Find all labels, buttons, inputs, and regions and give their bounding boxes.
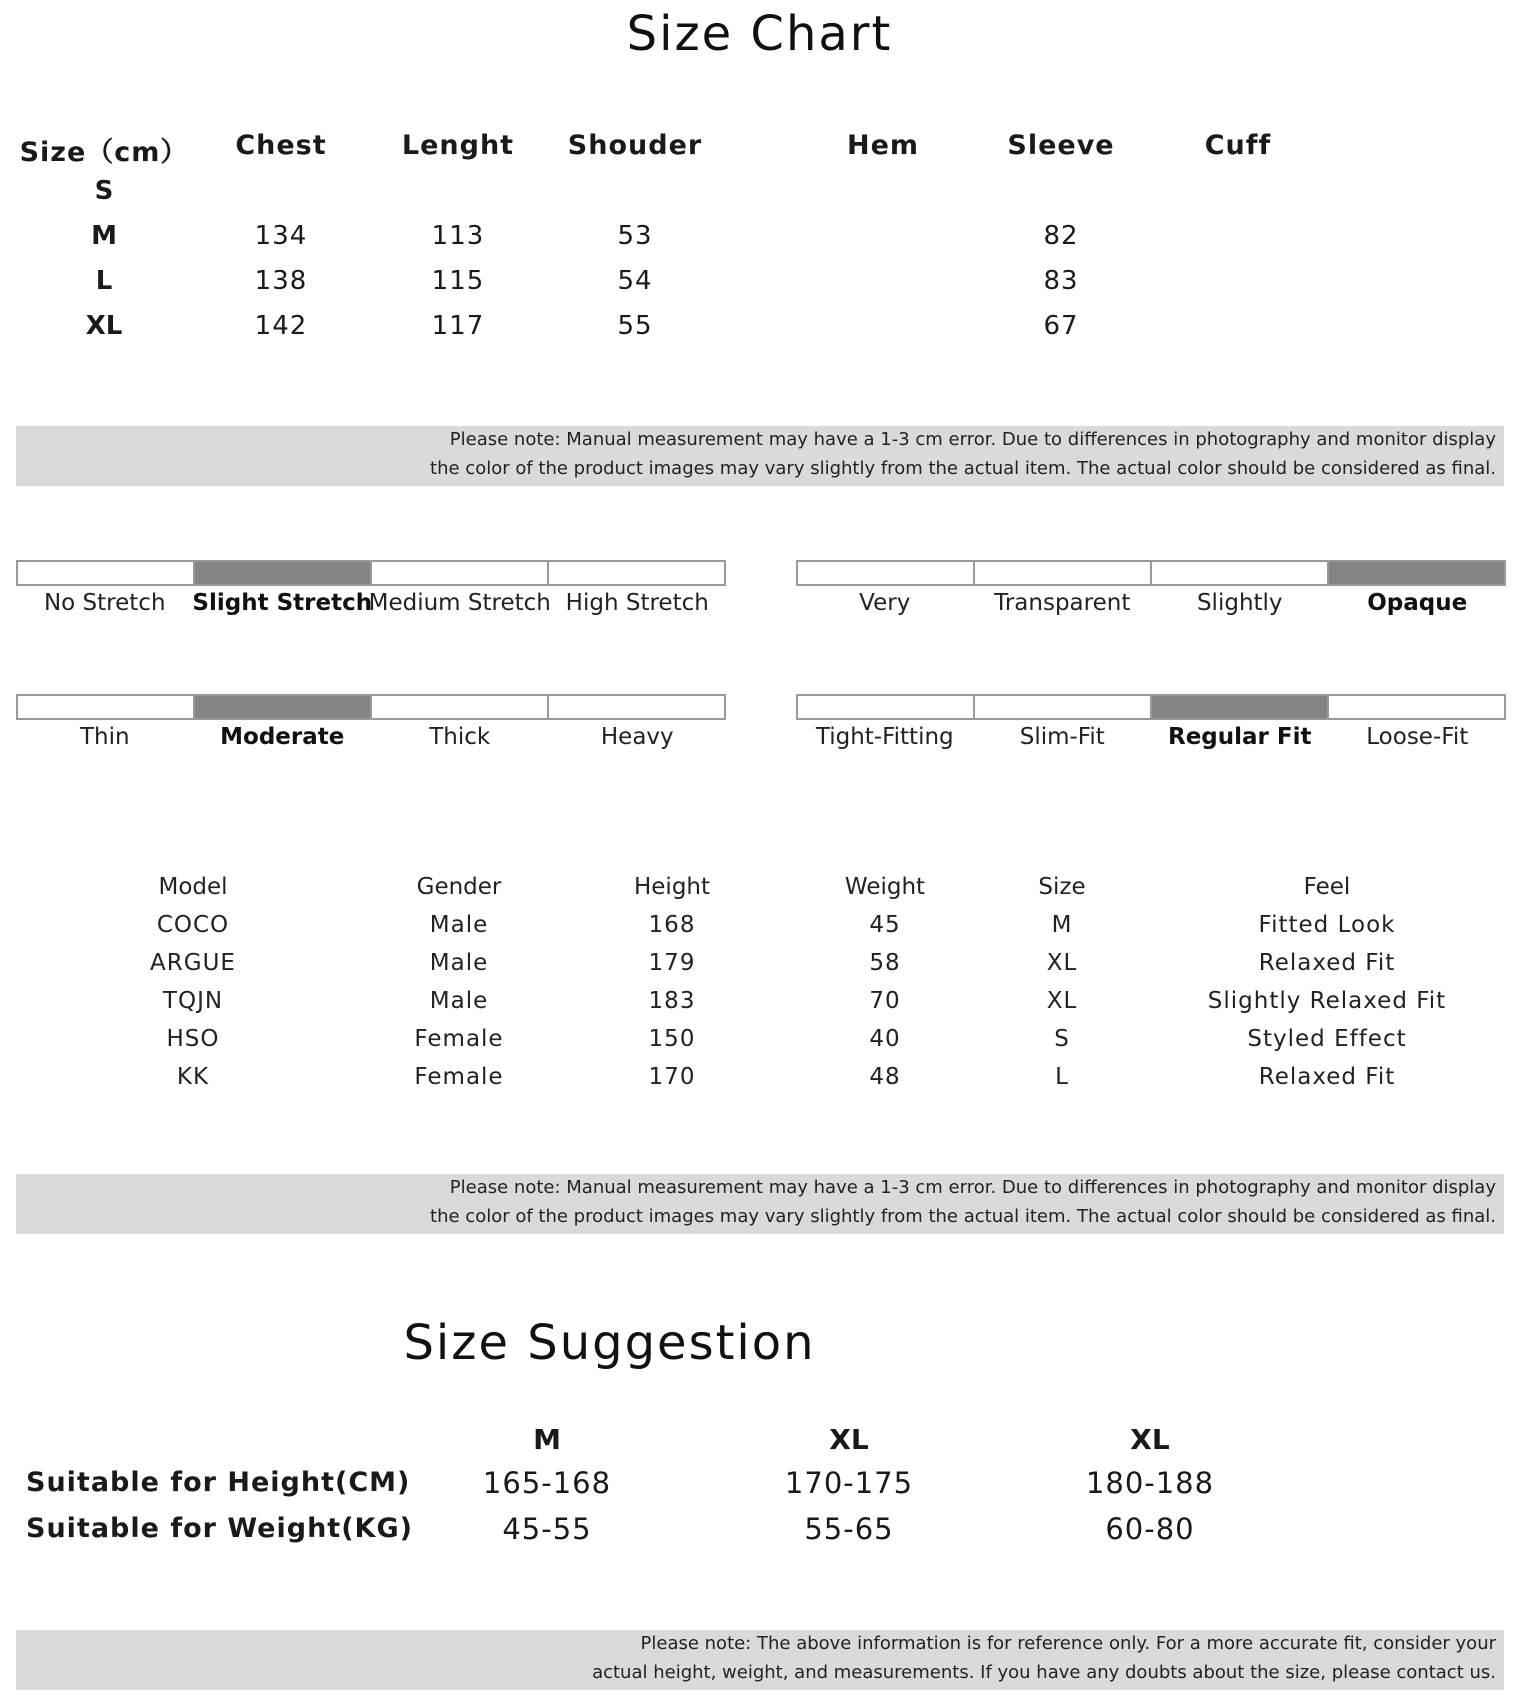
- note-line-2: the color of the product images may vary slightly from the actual item. The actual color should be considered as final.: [430, 1206, 1496, 1227]
- weight-range: 60-80: [1105, 1512, 1195, 1546]
- measurement-value: 134: [254, 221, 308, 251]
- model-table-header: Height: [633, 874, 711, 900]
- model-table-cell: 70: [869, 988, 901, 1014]
- model-table-header: Size: [1038, 874, 1086, 900]
- model-table-cell: 170: [648, 1064, 696, 1090]
- note-line-1: Please note: Manual measurement may have a 1-3 cm error. Due to differences in photography and monitor display: [449, 429, 1496, 450]
- model-table-cell: TQJN: [162, 988, 224, 1014]
- model-table-cell: ARGUE: [150, 950, 236, 976]
- size-chart-header: Chest: [235, 130, 327, 161]
- measurement-value: 113: [431, 221, 485, 251]
- size-label: S: [94, 176, 114, 206]
- model-table-cell: Male: [429, 950, 489, 976]
- model-table-cell: XL: [1046, 950, 1078, 976]
- model-table-cell: 48: [869, 1064, 901, 1090]
- note-line-2: actual height, weight, and measurements. If you have any doubts about the size, please contact us.: [592, 1662, 1496, 1683]
- measurement-value: 82: [1043, 221, 1079, 251]
- measurement-value: 142: [254, 311, 308, 341]
- fit-scale-label: Loose-Fit: [1366, 724, 1469, 750]
- stretch-scale-label: Medium Stretch: [368, 590, 551, 616]
- model-table-cell: M: [1051, 912, 1073, 938]
- model-table-cell: Female: [414, 1064, 504, 1090]
- size-chart-header: Lenght: [401, 130, 515, 161]
- size-chart-header: Hem: [846, 130, 920, 161]
- note-line-2: the color of the product images may vary slightly from the actual item. The actual color should be considered as final.: [430, 458, 1496, 479]
- model-table-cell: KK: [176, 1064, 210, 1090]
- stretch-scale-label: No Stretch: [43, 590, 166, 616]
- model-table-cell: Male: [429, 988, 489, 1014]
- weight-range: 55-65: [804, 1512, 894, 1546]
- model-table-cell: 168: [648, 912, 696, 938]
- size-label: M: [91, 221, 117, 251]
- thickness-scale-label: Thick: [429, 724, 491, 750]
- model-table-cell: 150: [648, 1026, 696, 1052]
- model-table-cell: Relaxed Fit: [1258, 1064, 1396, 1090]
- thickness-scale-label: Thin: [79, 724, 130, 750]
- size-label: L: [95, 266, 113, 296]
- size-chart-title: Size Chart: [626, 6, 893, 62]
- note-line-1: Please note: Manual measurement may have a 1-3 cm error. Due to differences in photography and monitor display: [449, 1177, 1496, 1198]
- model-table-cell: COCO: [156, 912, 230, 938]
- model-table-cell: Female: [414, 1026, 504, 1052]
- model-table-cell: Styled Effect: [1247, 1026, 1407, 1052]
- model-table-cell: Relaxed Fit: [1258, 950, 1396, 976]
- fit-scale-label: Regular Fit: [1168, 724, 1312, 750]
- measurement-value: 67: [1043, 311, 1079, 341]
- height-row-label: Suitable for Height(CM): [26, 1467, 411, 1498]
- height-range: 180-188: [1085, 1466, 1215, 1500]
- model-table-cell: S: [1054, 1026, 1070, 1052]
- weight-row-label: Suitable for Weight(KG): [26, 1513, 413, 1544]
- model-table-cell: Fitted Look: [1258, 912, 1396, 938]
- thickness-scale-label: Heavy: [600, 724, 674, 750]
- size-chart-header: Shouder: [567, 130, 703, 161]
- measurement-value: 115: [431, 266, 485, 296]
- measurement-value: 138: [254, 266, 308, 296]
- model-table-cell: 45: [869, 912, 901, 938]
- fit-scale-label: Tight-Fitting: [815, 724, 954, 750]
- size-chart-header: Cuff: [1204, 130, 1272, 161]
- suggested-size: XL: [1130, 1423, 1170, 1456]
- stretch-scale-label: High Stretch: [565, 590, 709, 616]
- suggested-size: M: [533, 1423, 561, 1456]
- model-table-cell: Male: [429, 912, 489, 938]
- height-range: 165-168: [482, 1466, 612, 1500]
- opacity-scale-label: Transparent: [994, 590, 1131, 616]
- measurement-value: 83: [1043, 266, 1079, 296]
- note-line-1: Please note: The above information is for reference only. For a more accurate fit, consider your: [640, 1633, 1496, 1654]
- size-chart-header: Size（cm）: [19, 137, 189, 168]
- model-table-cell: XL: [1046, 988, 1078, 1014]
- model-table-header: Model: [158, 874, 228, 900]
- model-table-header: Feel: [1303, 874, 1351, 900]
- model-table-header: Gender: [416, 874, 502, 900]
- fit-scale-label: Slim-Fit: [1019, 724, 1105, 750]
- measurement-value: 55: [617, 311, 653, 341]
- height-range: 170-175: [784, 1466, 914, 1500]
- model-table-cell: Slightly Relaxed Fit: [1207, 988, 1447, 1014]
- model-table-header: Weight: [844, 874, 926, 900]
- measurement-value: 54: [617, 266, 653, 296]
- measurement-value: 117: [431, 311, 485, 341]
- model-table-cell: 183: [648, 988, 696, 1014]
- opacity-scale-label: Opaque: [1367, 590, 1468, 616]
- model-table-cell: 40: [869, 1026, 901, 1052]
- weight-range: 45-55: [502, 1512, 592, 1546]
- suggested-size: XL: [829, 1423, 869, 1456]
- measurement-value: 53: [617, 221, 653, 251]
- model-table-cell: L: [1055, 1064, 1069, 1090]
- size-suggestion-title: Size Suggestion: [403, 1315, 816, 1371]
- model-table-cell: 58: [869, 950, 901, 976]
- opacity-scale-label: Very: [859, 590, 911, 616]
- size-chart-header: Sleeve: [1007, 130, 1115, 161]
- opacity-scale-label: Slightly: [1196, 590, 1283, 616]
- stretch-scale-label: Slight Stretch: [192, 590, 373, 616]
- size-label: XL: [85, 311, 123, 341]
- reference-note: [16, 1630, 1504, 1690]
- model-table-cell: HSO: [166, 1026, 220, 1052]
- model-table-cell: 179: [648, 950, 696, 976]
- thickness-scale-label: Moderate: [220, 724, 345, 750]
